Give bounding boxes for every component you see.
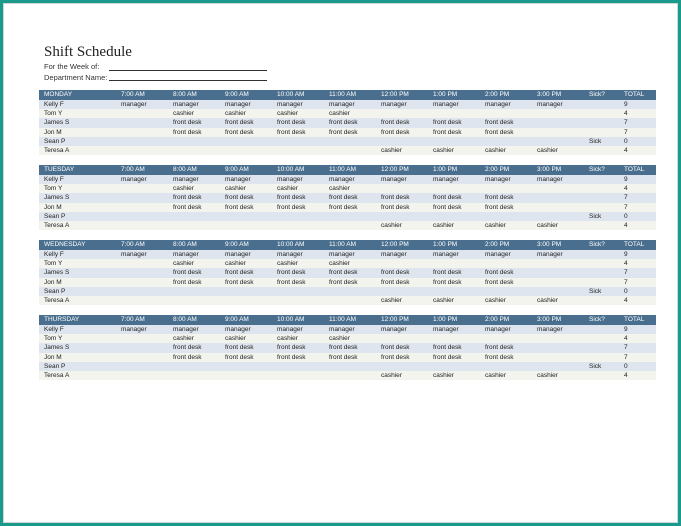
column-header: 2:00 PM [485,91,510,98]
shift-cell: front desk [277,269,306,277]
shift-cell: cashier [173,335,194,343]
shift-cell: manager [485,326,511,333]
shift-cell: front desk [329,353,358,361]
shift-cell: manager [173,326,199,333]
shift-cell: manager [225,326,251,333]
shift-cell: front desk [433,203,462,211]
shift-cell: front desk [381,194,410,202]
shift-cell: front desk [173,128,202,136]
employee-name: Tom Y [44,260,63,268]
shift-cell: front desk [381,353,410,361]
shift-cell: front desk [173,344,202,352]
employee-name: Jon M [44,128,62,136]
shift-cell: manager [433,251,459,258]
total-cell: 0 [624,362,628,370]
table-row [39,353,656,362]
column-header: 1:00 PM [433,91,458,98]
shift-cell: cashier [225,110,246,118]
day-name: MONDAY [44,91,73,98]
shift-cell: front desk [381,269,410,277]
shift-cell: cashier [485,146,506,154]
shift-cell: front desk [277,119,306,127]
shift-cell: manager [485,176,511,183]
column-header: 3:00 PM [537,241,562,248]
shift-cell: manager [537,251,563,258]
column-header: TOTAL [624,166,645,173]
total-cell: 7 [624,194,628,202]
day-block-monday [39,90,656,155]
total-cell: 0 [624,287,628,295]
department-label: Department Name: [44,73,108,82]
shift-cell: manager [173,176,199,183]
shift-cell: front desk [173,278,202,286]
shift-cell: cashier [537,296,558,304]
shift-cell: manager [381,326,407,333]
shift-cell: front desk [329,119,358,127]
employee-name: Teresa A [44,221,70,229]
column-header: 2:00 PM [485,241,510,248]
shift-cell: manager [329,176,355,183]
shift-cell: front desk [277,203,306,211]
shift-cell: front desk [485,278,514,286]
shift-cell: cashier [381,296,402,304]
shift-cell: manager [381,176,407,183]
table-row [39,278,656,287]
shift-cell: manager [329,251,355,258]
total-cell: 4 [624,335,628,343]
sick-cell: Sick [589,212,602,220]
shift-cell: front desk [381,119,410,127]
shift-cell: front desk [433,344,462,352]
shift-cell: front desk [485,353,514,361]
column-header: 3:00 PM [537,166,562,173]
day-name: THURSDAY [44,316,80,323]
week-field[interactable] [109,70,267,71]
shift-cell: front desk [225,194,254,202]
shift-cell: cashier [329,185,350,193]
total-cell: 4 [624,296,628,304]
shift-cell: front desk [381,203,410,211]
shift-cell: manager [433,176,459,183]
shift-cell: front desk [485,194,514,202]
shift-cell: front desk [277,128,306,136]
table-row [39,343,656,352]
shift-cell: manager [121,101,147,108]
employee-name: Jon M [44,203,62,211]
shift-cell: front desk [173,269,202,277]
column-header: 3:00 PM [537,316,562,323]
shift-cell: front desk [485,128,514,136]
column-header: Sick? [589,91,605,98]
total-cell: 4 [624,371,628,379]
shift-cell: cashier [173,110,194,118]
day-block-tuesday [39,165,656,230]
column-header: 12:00 PM [381,316,409,323]
shift-cell: front desk [277,278,306,286]
total-cell: 7 [624,353,628,361]
shift-cell: front desk [485,119,514,127]
employee-name: Tom Y [44,185,63,193]
column-header: 2:00 PM [485,316,510,323]
day-name: TUESDAY [44,166,75,173]
column-header: Sick? [589,166,605,173]
shift-cell: manager [225,176,251,183]
column-header: TOTAL [624,91,645,98]
shift-cell: manager [329,101,355,108]
week-label: For the Week of: [44,62,100,71]
total-cell: 7 [624,203,628,211]
table-row [39,137,656,146]
table-row [39,100,656,109]
shift-cell: manager [121,326,147,333]
total-cell: 0 [624,137,628,145]
day-block-wednesday [39,240,656,305]
shift-cell: front desk [173,194,202,202]
shift-cell: cashier [485,221,506,229]
shift-cell: manager [537,176,563,183]
shift-cell: front desk [173,119,202,127]
column-header: 9:00 AM [225,91,249,98]
shift-cell: cashier [225,260,246,268]
shift-cell: manager [173,101,199,108]
shift-cell: cashier [433,296,454,304]
column-header: 8:00 AM [173,241,197,248]
shift-cell: front desk [225,119,254,127]
table-row [39,146,656,155]
shift-cell: manager [121,251,147,258]
employee-name: Jon M [44,278,62,286]
column-header: TOTAL [624,241,645,248]
shift-cell: front desk [277,353,306,361]
table-row [39,371,656,380]
column-header: 8:00 AM [173,166,197,173]
document-page [3,3,678,523]
column-header: 7:00 AM [121,316,145,323]
shift-cell: cashier [485,371,506,379]
employee-name: Sean P [44,362,66,370]
sick-cell: Sick [589,287,602,295]
employee-name: Kelly F [44,326,64,333]
page-title: Shift Schedule [44,44,132,60]
employee-name: Sean P [44,212,66,220]
sick-cell: Sick [589,362,602,370]
shift-cell: manager [225,251,251,258]
employee-name: Tom Y [44,110,63,118]
column-header: 1:00 PM [433,241,458,248]
shift-cell: manager [225,101,251,108]
shift-cell: manager [277,176,303,183]
column-header: 7:00 AM [121,166,145,173]
shift-cell: manager [121,176,147,183]
shift-cell: front desk [173,203,202,211]
shift-cell: manager [381,101,407,108]
shift-cell: front desk [329,344,358,352]
shift-cell: cashier [381,221,402,229]
employee-name: Kelly F [44,176,64,183]
employee-name: Kelly F [44,101,64,108]
column-header: 11:00 AM [329,316,356,323]
table-row [39,259,656,268]
shift-cell: cashier [433,371,454,379]
table-row [39,118,656,127]
total-cell: 4 [624,221,628,229]
day-name: WEDNESDAY [44,241,86,248]
table-row [39,287,656,296]
employee-name: Kelly F [44,251,64,258]
table-row [39,128,656,137]
column-header: 11:00 AM [329,166,356,173]
total-cell: 7 [624,269,628,277]
shift-cell: cashier [329,260,350,268]
shift-cell: manager [277,326,303,333]
shift-cell: cashier [485,296,506,304]
column-header: 1:00 PM [433,316,458,323]
shift-cell: manager [173,251,199,258]
table-row [39,268,656,277]
table-row [39,362,656,371]
column-header: 12:00 PM [381,166,409,173]
total-cell: 9 [624,176,628,183]
table-row [39,175,656,184]
employee-name: Teresa A [44,296,70,304]
column-header: 10:00 AM [277,241,305,248]
day-header [39,240,656,250]
shift-cell: cashier [329,110,350,118]
total-cell: 4 [624,110,628,118]
shift-cell: cashier [225,185,246,193]
shift-cell: manager [381,251,407,258]
column-header: 12:00 PM [381,241,409,248]
shift-cell: front desk [433,278,462,286]
shift-cell: front desk [381,344,410,352]
department-field[interactable] [109,80,267,81]
shift-cell: front desk [225,278,254,286]
shift-cell: front desk [277,344,306,352]
employee-name: Sean P [44,287,66,295]
column-header: 1:00 PM [433,166,458,173]
column-header: 7:00 AM [121,241,145,248]
total-cell: 7 [624,119,628,127]
shift-cell: cashier [173,260,194,268]
table-row [39,193,656,202]
column-header: 10:00 AM [277,316,305,323]
shift-cell: cashier [381,146,402,154]
total-cell: 4 [624,185,628,193]
shift-cell: cashier [329,335,350,343]
column-header: 10:00 AM [277,166,305,173]
shift-cell: manager [485,101,511,108]
shift-cell: cashier [537,146,558,154]
shift-cell: front desk [173,353,202,361]
shift-cell: front desk [485,203,514,211]
shift-cell: manager [537,101,563,108]
total-cell: 7 [624,278,628,286]
total-cell: 9 [624,251,628,258]
shift-cell: front desk [225,128,254,136]
shift-cell: front desk [225,203,254,211]
shift-cell: cashier [381,371,402,379]
shift-cell: cashier [173,185,194,193]
shift-cell: front desk [433,194,462,202]
shift-cell: cashier [433,221,454,229]
shift-cell: front desk [225,353,254,361]
total-cell: 9 [624,101,628,108]
shift-cell: front desk [381,278,410,286]
shift-cell: front desk [433,353,462,361]
shift-cell: cashier [433,146,454,154]
shift-cell: front desk [329,194,358,202]
shift-cell: front desk [485,269,514,277]
employee-name: James S [44,344,70,352]
shift-cell: front desk [329,203,358,211]
shift-cell: front desk [225,344,254,352]
employee-name: Sean P [44,137,66,145]
day-header [39,90,656,100]
shift-cell: front desk [485,344,514,352]
column-header: 7:00 AM [121,91,145,98]
column-header: TOTAL [624,316,645,323]
shift-cell: front desk [329,128,358,136]
total-cell: 7 [624,128,628,136]
total-cell: 4 [624,260,628,268]
total-cell: 7 [624,344,628,352]
day-header [39,165,656,175]
column-header: 2:00 PM [485,166,510,173]
shift-cell: cashier [225,335,246,343]
shift-cell: front desk [433,119,462,127]
column-header: 9:00 AM [225,166,249,173]
shift-cell: front desk [329,278,358,286]
shift-cell: manager [433,326,459,333]
total-cell: 4 [624,146,628,154]
shift-cell: manager [485,251,511,258]
column-header: Sick? [589,316,605,323]
column-header: 9:00 AM [225,316,249,323]
shift-cell: front desk [329,269,358,277]
shift-cell: cashier [277,185,298,193]
column-header: 9:00 AM [225,241,249,248]
table-row [39,250,656,259]
shift-cell: front desk [225,269,254,277]
column-header: Sick? [589,241,605,248]
employee-name: Teresa A [44,371,70,379]
column-header: 11:00 AM [329,241,356,248]
column-header: 8:00 AM [173,91,197,98]
shift-cell: cashier [537,371,558,379]
employee-name: Jon M [44,353,62,361]
employee-name: Teresa A [44,146,70,154]
shift-cell: front desk [381,128,410,136]
table-row [39,203,656,212]
employee-name: James S [44,119,70,127]
column-header: 11:00 AM [329,91,356,98]
shift-cell: manager [433,101,459,108]
table-row [39,221,656,230]
employee-name: James S [44,269,70,277]
total-cell: 0 [624,212,628,220]
column-header: 8:00 AM [173,316,197,323]
column-header: 3:00 PM [537,91,562,98]
table-row [39,296,656,305]
shift-cell: cashier [277,335,298,343]
shift-cell: manager [277,101,303,108]
table-row [39,212,656,221]
shift-cell: manager [329,326,355,333]
shift-cell: cashier [277,110,298,118]
shift-cell: cashier [277,260,298,268]
table-row [39,334,656,343]
shift-cell: front desk [433,269,462,277]
employee-name: James S [44,194,70,202]
table-row [39,109,656,118]
shift-cell: front desk [277,194,306,202]
table-row [39,184,656,193]
shift-cell: front desk [433,128,462,136]
column-header: 10:00 AM [277,91,305,98]
day-header [39,315,656,325]
table-row [39,325,656,334]
shift-cell: manager [537,326,563,333]
column-header: 12:00 PM [381,91,409,98]
shift-cell: cashier [537,221,558,229]
employee-name: Tom Y [44,335,63,343]
shift-cell: manager [277,251,303,258]
total-cell: 9 [624,326,628,333]
sick-cell: Sick [589,137,602,145]
day-block-thursday [39,315,656,380]
